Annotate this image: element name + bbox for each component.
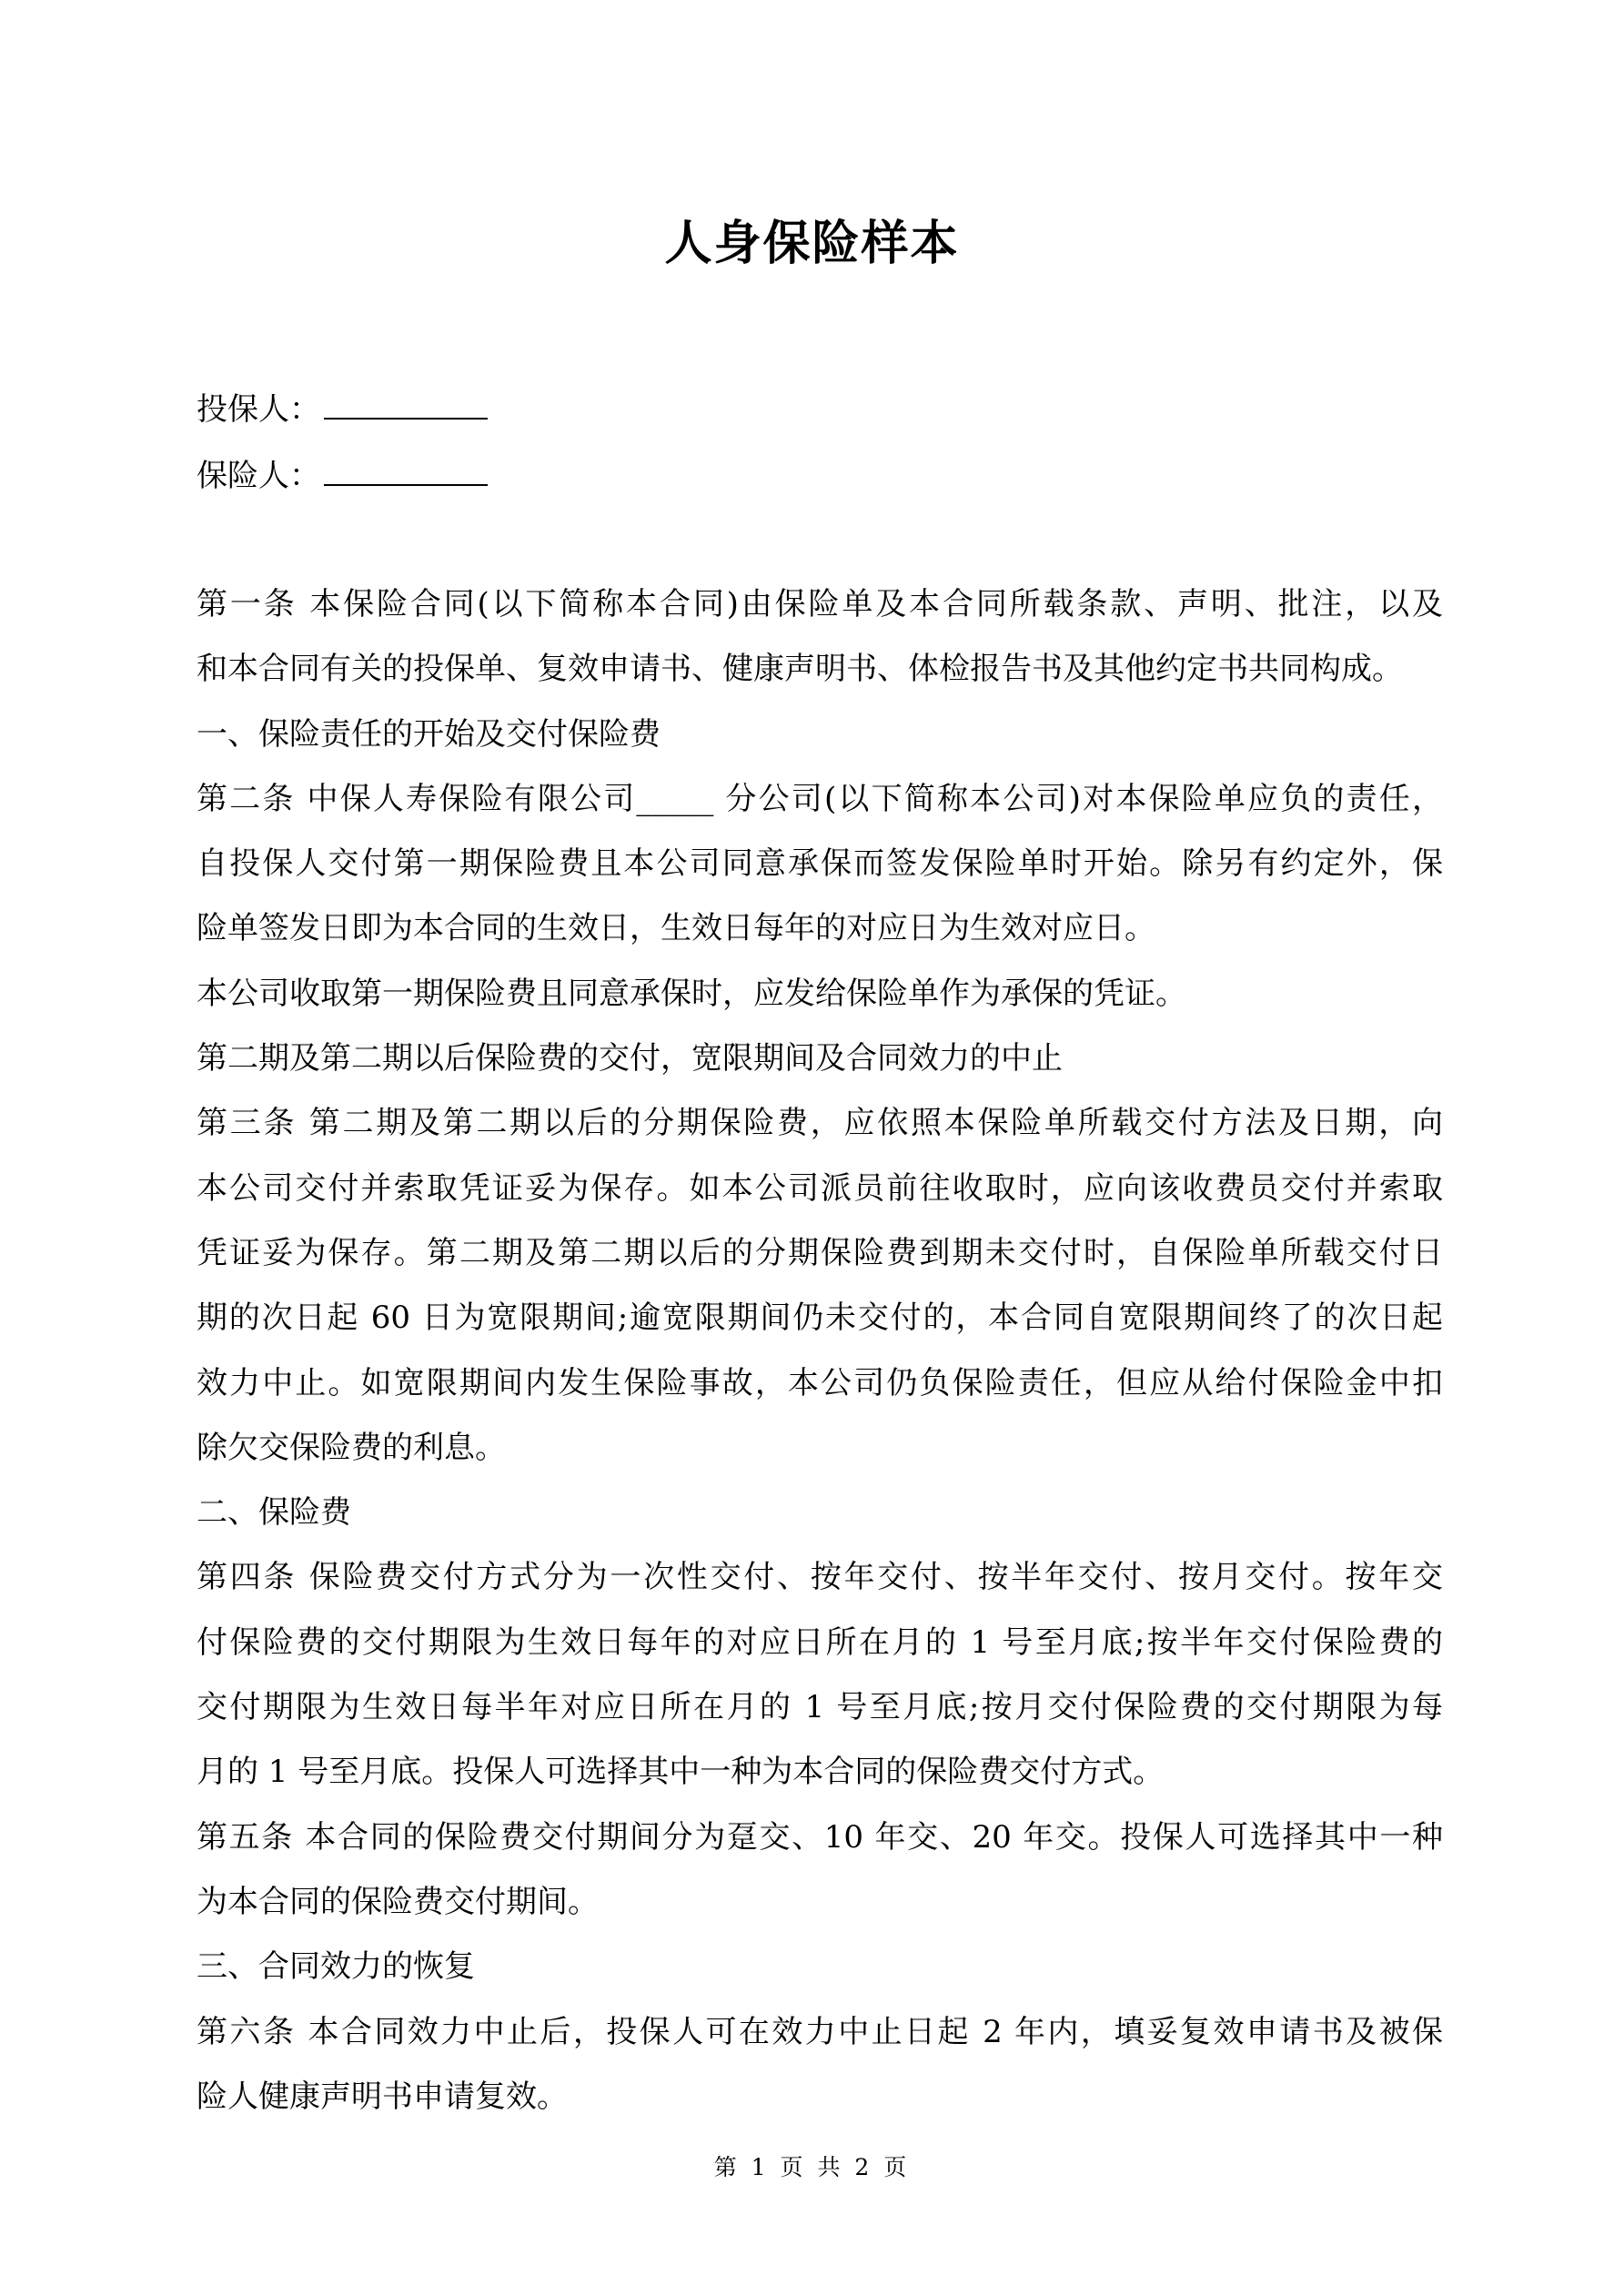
policyholder-label: 投保人： [197, 391, 320, 428]
paragraph-line: 本公司收取第一期保险费且同意承保时，应发给保险单作为承保的凭证。 [197, 975, 1186, 1012]
paragraph-line: 自投保人交付第一期保险费且本公司同意承保而签发保险单时开始。除另有约定外，保 [197, 845, 1443, 883]
paragraph-line: 本公司交付并索取凭证妥为保存。如本公司派员前往收取时，应向该收费员交付并索取 [197, 1169, 1443, 1207]
paragraph-line: 和本合同有关的投保单、复效申请书、健康声明书、体检报告书及其他约定书共同构成。 [197, 651, 1403, 688]
page-footer: 第 1 页 共 2 页 [713, 2154, 911, 2180]
paragraph-line: 第四条 保险费交付方式分为一次性交付、按年交付、按半年交付、按月交付。按年交 [197, 1559, 1443, 1596]
paragraph [197, 2000, 1443, 2130]
paragraph-line: 除欠交保险费的利息。 [197, 1429, 506, 1466]
paragraph-line: 三、合同效力的恢复 [197, 1948, 475, 1986]
policyholder-blank [324, 390, 488, 420]
paragraph [197, 572, 1443, 703]
paragraph-line: 期的次日起 60 日为宽限期间;逾宽限期间仍未交付的，本合同自宽限期间终了的次日起 [197, 1300, 1443, 1337]
paragraph [197, 962, 1443, 1027]
paragraph-line: 第一条 本保险合同(以下简称本合同)由保险单及本合同所载条款、声明、批注，以及 [197, 586, 1443, 622]
paragraph-line: 险人健康声明书申请复效。 [197, 2078, 568, 2115]
paragraph [197, 1935, 1443, 1999]
paragraph-line: 凭证妥为保存。第二期及第二期以后的分期保险费到期未交付时，自保险单所载交付日 [197, 1234, 1443, 1271]
insurer-field [197, 456, 488, 496]
paragraph-line: 第五条 本合同的保险费交付期间分为趸交、10 年交、20 年交。投保人可选择其中一种 [197, 1818, 1443, 1856]
paragraph [197, 1481, 1443, 1545]
insurer-blank [324, 457, 488, 486]
policyholder-field [197, 389, 488, 430]
paragraph [197, 1027, 1443, 1091]
paragraph-line: 付保险费的交付期限为生效日每年的对应日所在月的 1 号至月底;按半年交付保险费的 [197, 1623, 1443, 1661]
paragraph-line: 第二条 中保人寿保险有限公司_____ 分公司(以下简称本公司)对本保险单应负的责任， [197, 780, 1443, 817]
paragraph [197, 767, 1443, 962]
paragraph-line: 险单签发日即为本合同的生效日，生效日每年的对应日为生效对应日。 [197, 910, 1155, 947]
document-body [197, 572, 1443, 2129]
paragraph-line: 第二期及第二期以后保险费的交付，宽限期间及合同效力的中止 [197, 1040, 1063, 1077]
paragraph-line: 为本合同的保险费交付期间。 [197, 1883, 599, 1920]
paragraph-line: 月的 1 号至月底。投保人可选择其中一种为本合同的保险费交付方式。 [197, 1754, 1165, 1791]
document-title: 人身保险样本 [664, 216, 960, 271]
insurer-label: 保险人： [197, 458, 320, 494]
paragraph [197, 1091, 1443, 1481]
paragraph-line: 二、保险费 [197, 1494, 351, 1532]
paragraph-line: 第六条 本合同效力中止后，投保人可在效力中止日起 2 年内，填妥复效申请书及被保 [197, 2013, 1443, 2050]
paragraph [197, 1545, 1443, 1805]
paragraph-line: 交付期限为生效日每半年对应日所在月的 1 号至月底;按月交付保险费的交付期限为每 [197, 1689, 1443, 1726]
paragraph [197, 1805, 1443, 1936]
paragraph-line: 效力中止。如宽限期间内发生保险事故，本公司仍负保险责任，但应从给付保险金中扣 [197, 1364, 1443, 1401]
paragraph [197, 703, 1443, 767]
paragraph-line: 一、保险责任的开始及交付保险费 [197, 715, 661, 753]
paragraph-line: 第三条 第二期及第二期以后的分期保险费，应依照本保险单所载交付方法及日期，向 [197, 1105, 1443, 1142]
